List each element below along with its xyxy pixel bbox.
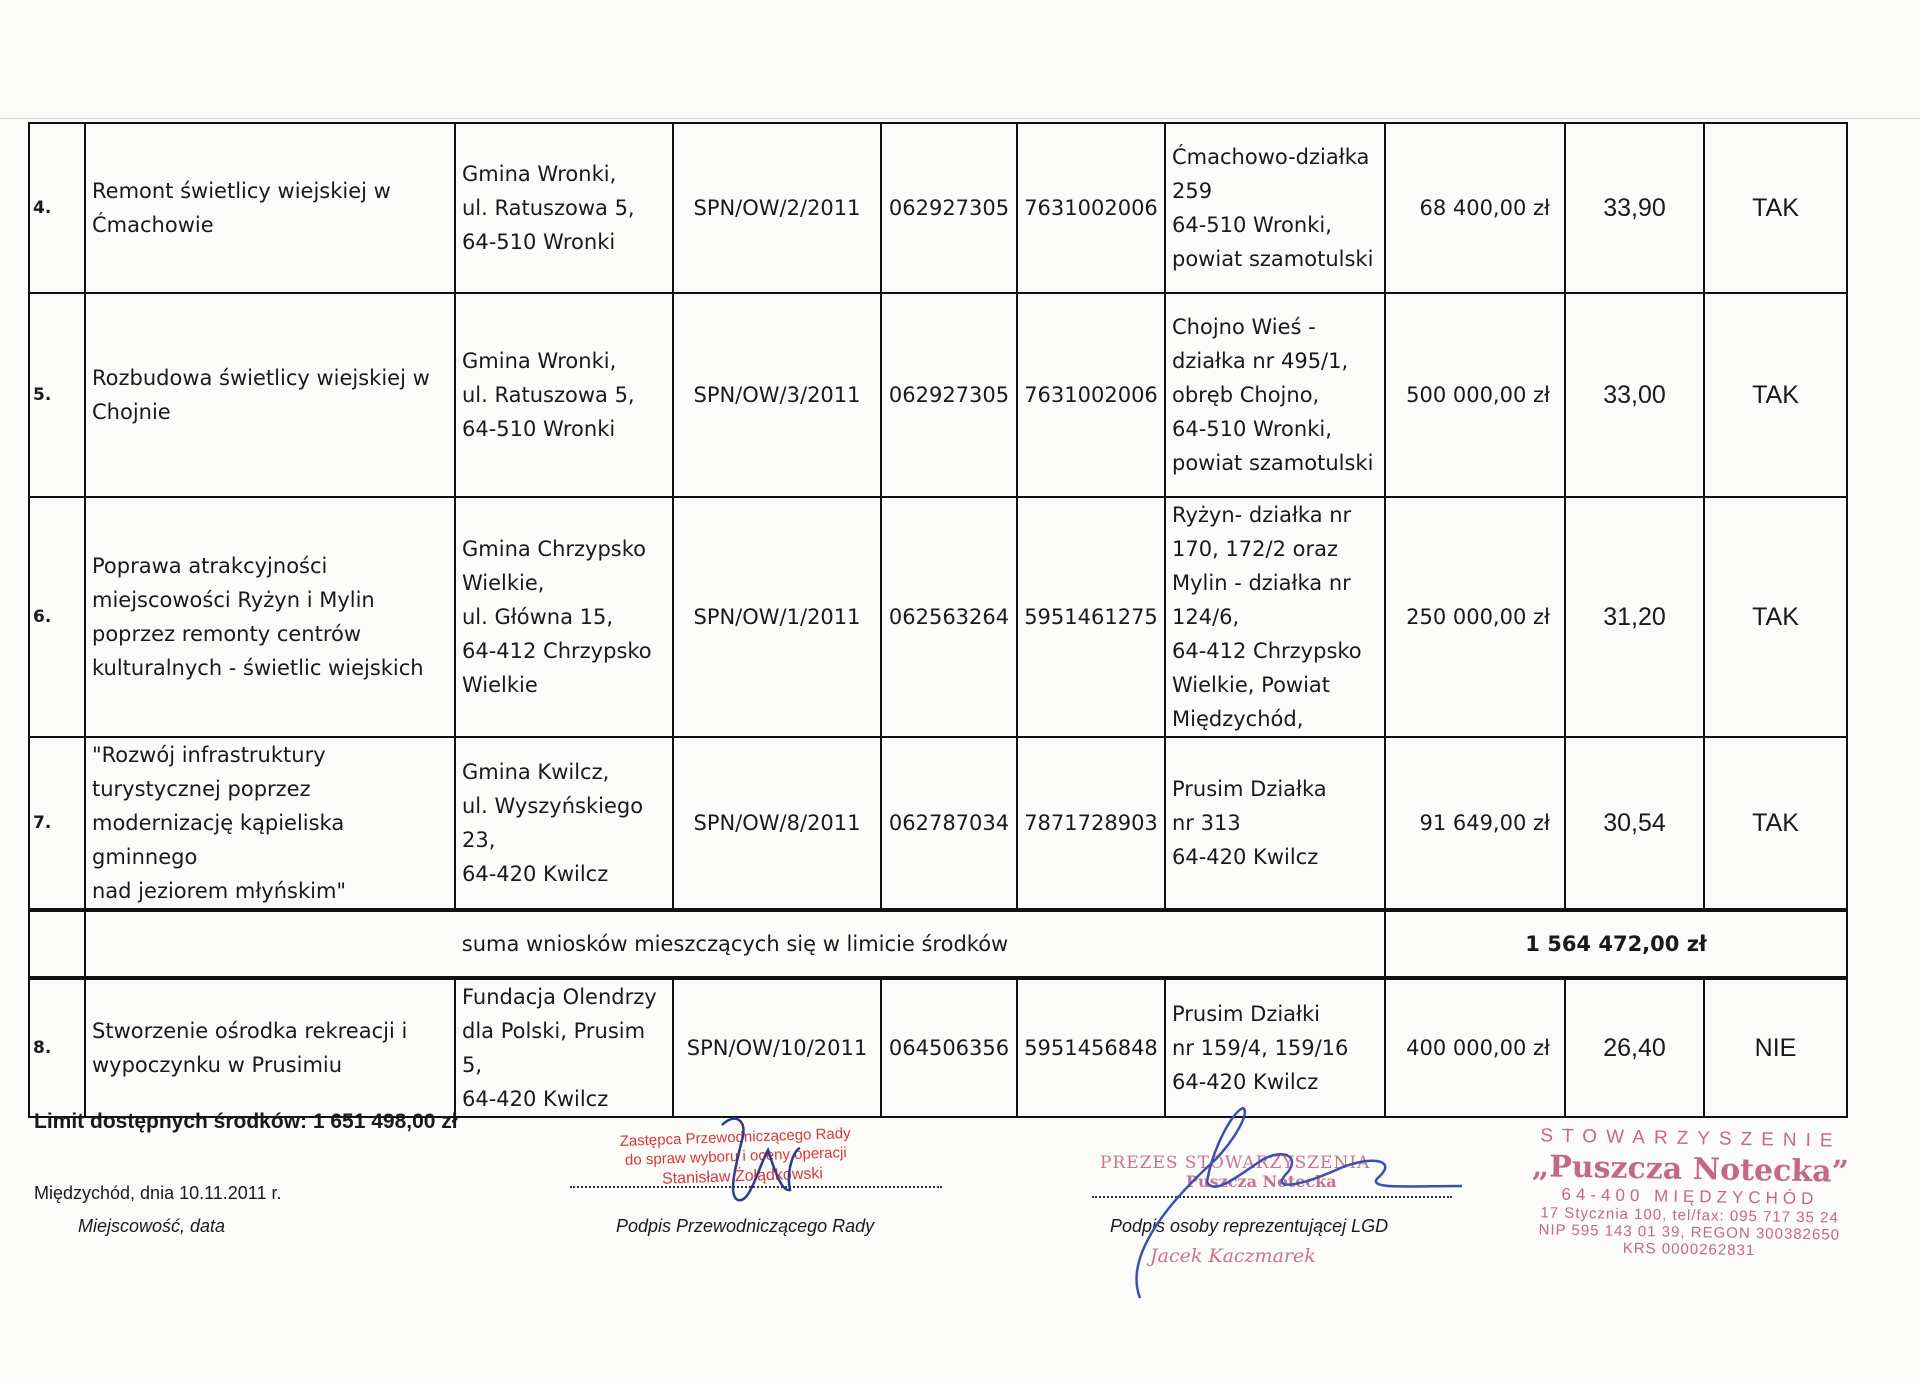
amount: 500 000,00 zł	[1385, 293, 1565, 497]
row-number: 6.	[29, 497, 85, 737]
regon: 062927305	[881, 293, 1017, 497]
table-row	[29, 978, 1847, 1117]
regon: 062787034	[881, 737, 1017, 910]
lgd-signature-caption: Podpis osoby reprezentującej LGD	[1110, 1216, 1389, 1236]
applicant: Gmina Wronki, ul. Ratuszowa 5, 64-510 Wronki	[455, 293, 673, 497]
deputy-chair-stamp: Zastępca Przewodniczącego Rady do spraw wyboru i oceny operacji	[619, 1124, 851, 1169]
location: Prusim Działki nr 159/4, 159/16 64-420 Kwilcz	[1165, 978, 1385, 1117]
nip: 5951456848	[1017, 978, 1165, 1117]
points: 30,54	[1565, 737, 1704, 910]
summary-label: suma wniosków mieszczących się w limicie środków	[85, 910, 1385, 978]
points: 26,40	[1565, 978, 1704, 1117]
applicant: Gmina Chrzypsko Wielkie, ul. Główna 15, 64-412 Chrzypsko Wielkie	[455, 497, 673, 737]
location: Ćmachowo-działka 259 64-510 Wronki, powiat szamotulski	[1165, 123, 1385, 293]
location: Chojno Wieś - działka nr 495/1, obręb Chojno, 64-510 Wronki, powiat szamotulski	[1165, 293, 1385, 497]
regon: 064506356	[881, 978, 1017, 1117]
applications-table	[28, 122, 1848, 1118]
summary-spacer	[29, 910, 85, 978]
president-stamp-organization: Puszcza Notecka	[1186, 1172, 1337, 1191]
within-limit: TAK	[1704, 123, 1847, 293]
amount: 400 000,00 zł	[1385, 978, 1565, 1117]
within-limit: TAK	[1704, 497, 1847, 737]
table-row	[29, 737, 1847, 910]
association-stamp-city: 64-400 MIĘDZYCHÓD	[1561, 1184, 1819, 1209]
association-stamp	[1499, 1125, 1881, 1262]
operation-title: "Rozwój infrastruktury turystycznej poprzez modernizację kąpieliska gminnego nad jeziorem młyńskim"	[85, 737, 455, 910]
president-stamp-name: Jacek Kaczmarek	[1150, 1245, 1316, 1267]
nip: 7631002006	[1017, 123, 1165, 293]
amount: 91 649,00 zł	[1385, 737, 1565, 910]
lgd-signature-line	[1092, 1196, 1452, 1198]
nip: 7871728903	[1017, 737, 1165, 910]
location: Prusim Działka nr 313 64-420 Kwilcz	[1165, 737, 1385, 910]
regon: 062927305	[881, 123, 1017, 293]
association-stamp-address: 17 Stycznia 100, tel/fax: 095 717 35 24	[1540, 1204, 1839, 1227]
application-number: SPN/OW/1/2011	[673, 497, 881, 737]
table-row	[29, 497, 1847, 737]
operation-title: Poprawa atrakcyjności miejscowości Ryżyn i Mylin poprzez remonty centrów kulturalnych - świetlic wiejskich	[85, 497, 455, 737]
amount: 250 000,00 zł	[1385, 497, 1565, 737]
association-stamp-krs: KRS 0000262831	[1622, 1239, 1756, 1260]
chair-signature-caption: Podpis Przewodniczącego Rady	[616, 1216, 875, 1236]
place-date: Międzychód, dnia 10.11.2011 r.	[34, 1183, 282, 1203]
lgd-signature-scribble	[1137, 1108, 1462, 1298]
nip: 5951461275	[1017, 497, 1165, 737]
association-stamp-name: „Puszcza Notecka”	[1531, 1149, 1850, 1190]
application-number: SPN/OW/3/2011	[673, 293, 881, 497]
nip: 7631002006	[1017, 293, 1165, 497]
within-limit: TAK	[1704, 737, 1847, 910]
row-number: 4.	[29, 123, 85, 293]
row-number: 5.	[29, 293, 85, 497]
place-date-caption: Miejscowość, data	[78, 1216, 226, 1236]
scan-edge-line	[0, 118, 1920, 119]
within-limit: NIE	[1704, 978, 1847, 1117]
row-number: 7.	[29, 737, 85, 910]
applicant: Fundacja Olendrzy dla Polski, Prusim 5, 64-420 Kwilcz	[455, 978, 673, 1117]
points: 31,20	[1565, 497, 1704, 737]
table-row	[29, 123, 1847, 293]
operation-title: Stworzenie ośrodka rekreacji i wypoczynku w Prusimiu	[85, 978, 455, 1117]
deputy-chair-name: Stanisław Żołądkowski	[661, 1165, 824, 1188]
amount: 68 400,00 zł	[1385, 123, 1565, 293]
table-row	[29, 293, 1847, 497]
president-stamp-heading: PREZES STOWARZYSZENIA	[1100, 1153, 1371, 1173]
operation-title: Remont świetlicy wiejskiej w Ćmachowie	[85, 123, 455, 293]
points: 33,90	[1565, 123, 1704, 293]
chair-signature-line	[570, 1186, 942, 1188]
applicant: Gmina Kwilcz, ul. Wyszyńskiego 23, 64-420 Kwilcz	[455, 737, 673, 910]
points: 33,00	[1565, 293, 1704, 497]
location: Ryżyn- działka nr 170, 172/2 oraz Mylin - działka nr 124/6, 64-412 Chrzypsko Wielkie, Powiat Międzychód,	[1165, 497, 1385, 737]
row-number: 8.	[29, 978, 85, 1117]
application-number: SPN/OW/8/2011	[673, 737, 881, 910]
association-stamp-heading: STOWARZYSZENIE	[1540, 1125, 1842, 1152]
available-funds-limit: Limit dostępnych środków: 1 651 498,00 zł	[34, 1110, 458, 1133]
operation-title: Rozbudowa świetlicy wiejskiej w Chojnie	[85, 293, 455, 497]
within-limit: TAK	[1704, 293, 1847, 497]
association-stamp-ids: NIP 595 143 01 39, REGON 300382650	[1538, 1221, 1841, 1244]
application-number: SPN/OW/2/2011	[673, 123, 881, 293]
applicant: Gmina Wronki, ul. Ratuszowa 5, 64-510 Wronki	[455, 123, 673, 293]
summary-value: 1 564 472,00 zł	[1385, 910, 1847, 978]
summary-row	[29, 910, 1847, 978]
regon: 062563264	[881, 497, 1017, 737]
application-number: SPN/OW/10/2011	[673, 978, 881, 1117]
